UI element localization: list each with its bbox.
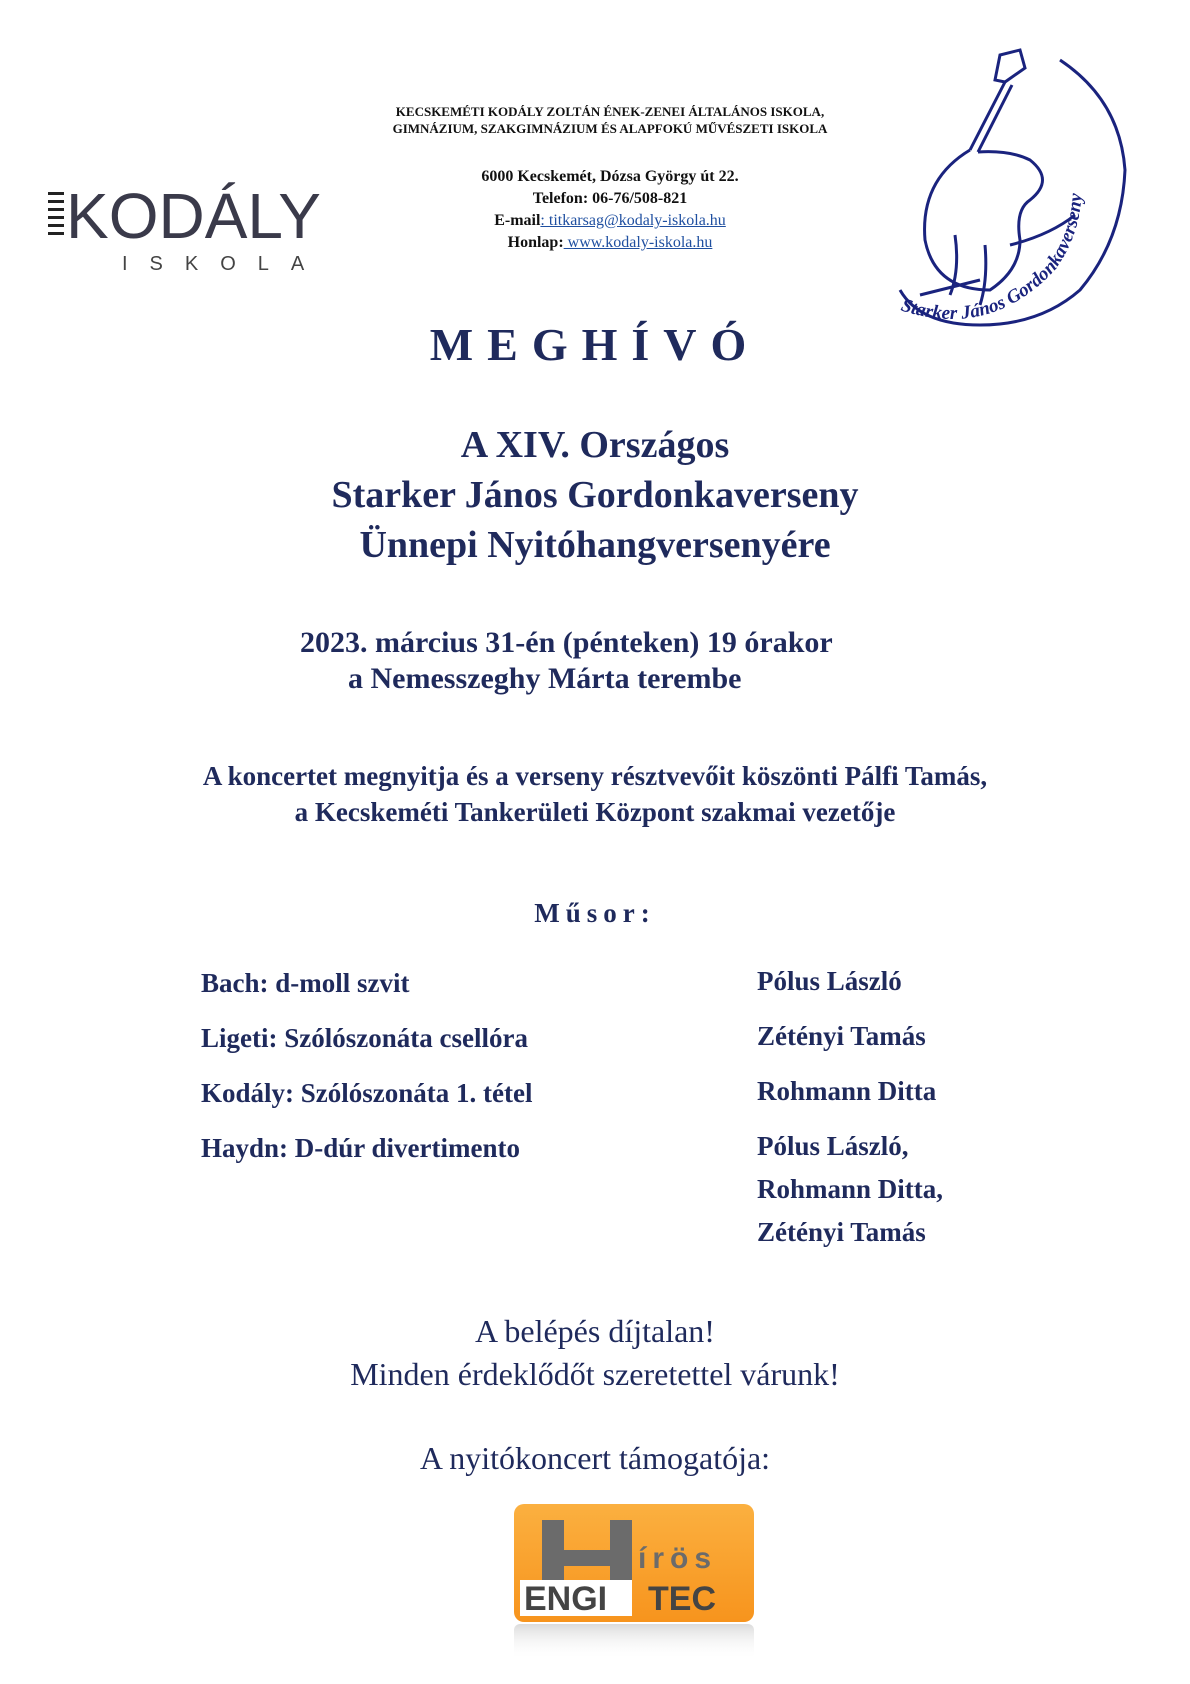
event-venue: a Nemesszeghy Márta terembe <box>348 662 742 695</box>
event-title-line1: A XIV. Országos <box>460 424 730 466</box>
sponsor-label: A nyitókoncert támogatója: <box>419 1440 771 1476</box>
event-title-line3: Ünnepi Nyitóhangversenyére <box>359 524 831 566</box>
email-link[interactable]: : titkarsag@kodaly-iskola.hu <box>540 212 726 229</box>
kodaly-sub: ISKOLA <box>122 253 327 275</box>
opening-text <box>0 758 1190 830</box>
program-piece: Haydn: D-dúr divertimento <box>201 1133 521 1163</box>
email-line <box>380 210 840 232</box>
phone: Telefon: 06-76/508-821 <box>532 190 688 207</box>
starker-logo-text: Starker János Gordonkaverseny <box>898 192 1087 325</box>
free-entry-text <box>0 1310 1190 1396</box>
starker-logo <box>880 40 1130 340</box>
web-line <box>380 232 840 254</box>
kodaly-logo <box>48 170 388 280</box>
web-link[interactable]: www.kodaly-iskola.hu <box>563 234 713 251</box>
opening-line2: a Kecskeméti Tankerületi Központ szakmai vezetője <box>294 797 896 827</box>
program-performers <box>757 1125 943 1254</box>
page-title: MEGHÍVÓ <box>429 319 761 370</box>
program-performer: Pólus László <box>757 966 902 996</box>
opening-line1: A koncertet megnyitja és a verseny résztvevőit köszönti Pálfi Tamás, <box>202 761 988 791</box>
sponsor-word1: írös <box>638 1542 718 1575</box>
school-name-line1: KECSKEMÉTI KODÁLY ZOLTÁN ÉNEK-ZENEI ÁLTALÁNOS ISKOLA, <box>395 104 825 119</box>
school-name <box>260 103 960 137</box>
event-date: 2023. március 31-én (pénteken) 19 órakor <box>300 626 833 659</box>
web-label: Honlap: <box>507 234 564 251</box>
free-entry-line1: A belépés díjtalan! <box>475 1313 715 1349</box>
sponsor-word2b: TEC <box>648 1580 716 1618</box>
kodaly-word: KODÁLY <box>66 180 321 252</box>
program-piece: Kodály: Szólószonáta 1. tétel <box>201 1078 533 1108</box>
piano-keys-icon <box>48 192 64 235</box>
contact-block <box>380 166 840 254</box>
sponsor-word2a: ENGI <box>524 1580 608 1618</box>
program-piece: Ligeti: Szólószonáta csellóra <box>201 1023 528 1053</box>
program-performer: Pólus László, <box>757 1131 909 1161</box>
sponsor-logo <box>512 1502 756 1662</box>
program-performer: Zétényi Tamás <box>757 1217 926 1247</box>
welcome-line: Minden érdeklődőt szeretettel várunk! <box>350 1356 840 1392</box>
program-performer: Rohmann Ditta <box>757 1076 937 1106</box>
program-heading: Műsor: <box>534 898 656 928</box>
address: 6000 Kecskemét, Dózsa György út 22. <box>481 168 739 185</box>
program-piece: Bach: d-moll szvit <box>201 968 410 998</box>
cello-icon <box>900 50 1125 325</box>
event-title <box>0 420 1190 570</box>
email-label: E-mail <box>494 212 541 229</box>
school-name-line2: GIMNÁZIUM, SZAKGIMNÁZIUM ÉS ALAPFOKÚ MŰVÉSZETI ISKOLA <box>392 121 828 136</box>
program-performer: Zétényi Tamás <box>757 1021 926 1051</box>
event-title-line2: Starker János Gordonkaverseny <box>331 474 859 516</box>
program-performer: Rohmann Ditta, <box>757 1174 944 1204</box>
